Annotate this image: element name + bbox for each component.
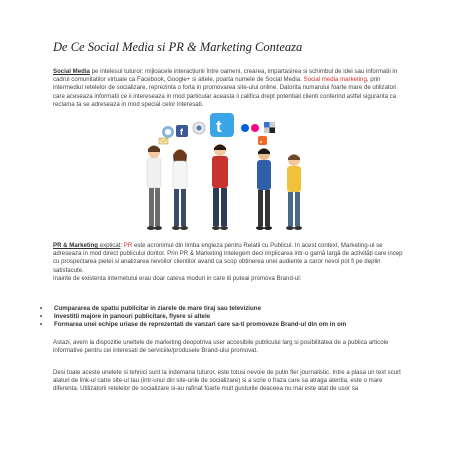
twitter-icon (210, 113, 234, 137)
person-figure (147, 146, 162, 231)
journalism-paragraph: Desi toate aceste unelete si tehnici sunt la indemana tuturor, este totusi nevoie de putin fler journalistic. Intre a plasa un text scurt alaturi de link-ul catre site-ul tau (intr-unul din site-urile de socializare) si a scrie o fraza care sa atraga atentia, este o mare diferenta. Utilizatorii retelelor de socializare si-au rafinat foarte mult gusturile deaceea nu mai este atat de usor sa (53, 369, 401, 393)
person-figure (286, 154, 302, 230)
list-item: • Cumpararea de spatiu publicitar in ziarele de mare tiraj sau televiziune (38, 305, 398, 313)
list-item: • Formarea unei echipe uriase de reprezentati de vanzari care sa-ti promoveze Brand-ul din om in om (38, 321, 398, 329)
flickr-icon (241, 124, 259, 132)
pr-definition: este acronimul din limba engleza pentru Relatii cu Publicul. In acest context, Marketing-ul se adreseaza in mod direct publicului doritor. Prin PR & Marketing intelegem deci implicarea intr-o gamă largă de activități care incep cu prospectarea pietei si analizarea nevoilor clientilor avand ca scop obtinerea unei audiente a caror nevoi pot fi pe deplin satisfacute. (53, 242, 403, 274)
colon: : (120, 242, 124, 249)
svg-text:f: f (180, 127, 183, 137)
facebook-icon (176, 125, 188, 137)
delicious-icon (264, 122, 275, 133)
social-media-paragraph (53, 68, 403, 109)
social-media-definition: pe intelesul tuturor: mijloacele interacțiunii între oameni, crearea, impartasirea si schimbul de idei sau informatii in cadrul comunitatilor virtuale ca Facebook, Google+ si altele, poarta numele de Social Media. (53, 68, 398, 84)
social-media-marketing-link[interactable]: Social media marketing (303, 76, 367, 84)
social-media-term: Social Media (53, 68, 90, 75)
pr-marketing-term: PR & Marketing (53, 242, 100, 249)
pr-intro: Inainte de existenta internetului erau doar cateva moduri in care iti puteai promova Brand-ul: (53, 274, 302, 282)
social-media-illustration (118, 110, 338, 238)
page-title: De Ce Social Media si PR & Marketing Conteaza (53, 40, 303, 54)
rss-icon (258, 136, 267, 145)
today-paragraph: Astazi, avem la dispozitie uneltele de marketing deopotriva user accesibile publicului larg si posibilitatea de a publica articole informative pentru cei interesati de serviciile/produsele Brand-ului promovat. (53, 339, 389, 355)
svg-text:t: t (216, 117, 222, 136)
person-figure (256, 148, 272, 230)
pr-link[interactable]: PR (123, 242, 133, 249)
explicat-label: explicat (99, 242, 121, 249)
person-figure (172, 149, 188, 230)
promotion-methods-list (38, 305, 398, 330)
pr-marketing-paragraph (53, 242, 403, 283)
email-icon (159, 138, 168, 144)
digg-icon (193, 122, 205, 134)
list-item: • Investitii majore in panouri publicitare, flyere si altele (38, 313, 398, 321)
social-media-marketing-text: , prin intermediul retelelor de socializare, reprezinta o forta in promovarea site-ului online. Datorita numarului foarte mare de utilizatori care aceseaza informatii ce ii intereseaza in mod particular aceasta ii califica drept potentiali clienti conferind astfel siguranta ca reclama ta se adreseaza in mod special celor interesati. (53, 76, 397, 108)
social-media-icon (162, 126, 174, 138)
person-figure (212, 144, 228, 230)
